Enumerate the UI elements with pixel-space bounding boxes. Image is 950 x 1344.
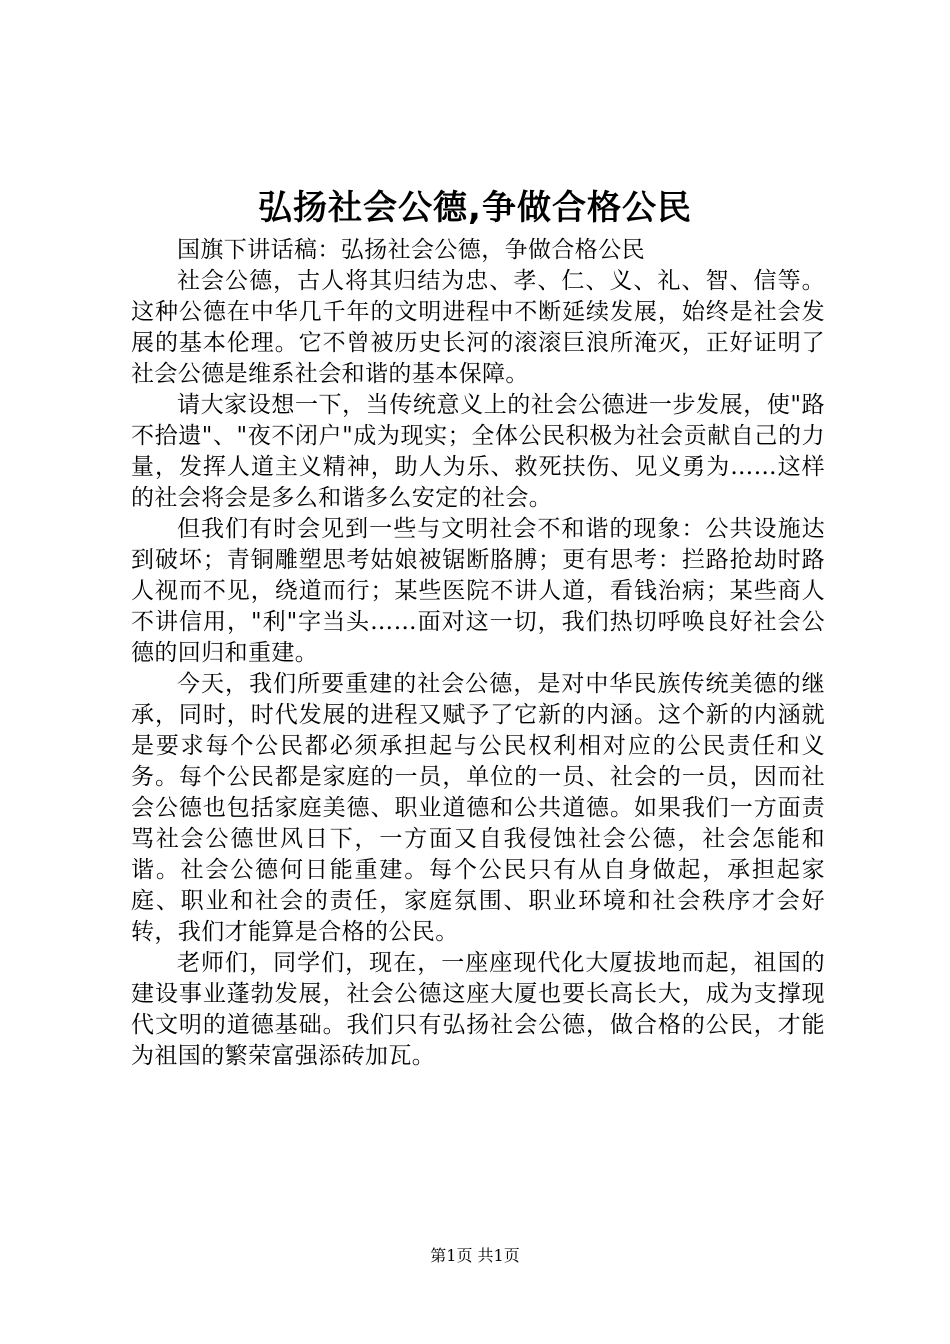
paragraph: 请大家设想一下，当传统意义上的社会公德进一步发展，使"路不拾遗"、"夜不闭户"成为现实；全体公民积极为社会贡献自己的力量，发挥人道主义精神，助人为乐、救死扶伤、见义勇为……这样的社会将会是多么和谐多么安定的社会。 [131, 392, 825, 511]
paragraph-subtitle: 国旗下讲话稿：弘扬社会公德，争做合格公民 [177, 237, 645, 263]
paragraph: 但我们有时会见到一些与文明社会不和谐的现象：公共设施达到破坏；青铜雕塑思考姑娘被锯断胳膊；更有思考：拦路抢劫时路人视而不见，绕道而行；某些医院不讲人道，看钱治病；某些商人不讲信用，"利"字当头……面对这一切，我们热切呼唤良好社会公德的回归和重建。 [131, 516, 825, 666]
paragraph: 今天，我们所要重建的社会公德，是对中华民族传统美德的继承，同时，时代发展的进程又赋予了它新的内涵。这个新的内涵就是要求每个公民都必须承担起与公民权利相对应的公民责任和义务。每个公民都是家庭的一员，单位的一员、社会的一员，因而社会公德也包括家庭美德、职业道德和公共道德。如果我们一方面责骂社会公德世风日下，一方面又自我侵蚀社会公德，社会怎能和谐。社会公德何日能重建。每个公民只有从自身做起，承担起家庭、职业和社会的责任，家庭氛围、职业环境和社会秩序才会好转，我们才能算是合格的公民。 [131, 671, 825, 945]
paragraph: 老师们，同学们，现在，一座座现代化大厦拔地而起，祖国的建设事业蓬勃发展，社会公德这座大厦也要长高长大，成为支撑现代文明的道德基础。我们只有弘扬社会公德，做合格的公民，才能为祖国的繁荣富强添砖加瓦。 [131, 950, 825, 1069]
paragraph: 社会公德，古人将其归结为忠、孝、仁、义、礼、智、信等。这种公德在中华几千年的文明进程中不断延续发展，始终是社会发展的基本伦理。它不曾被历史长河的滚滚巨浪所淹灭，正好证明了社会公德是维系社会和谐的基本保障。 [131, 268, 825, 387]
document-body [131, 235, 825, 1072]
page-footer: 第1页 共1页 [430, 1246, 520, 1265]
document-title: 弘扬社会公德,争做合格公民 [258, 188, 692, 228]
